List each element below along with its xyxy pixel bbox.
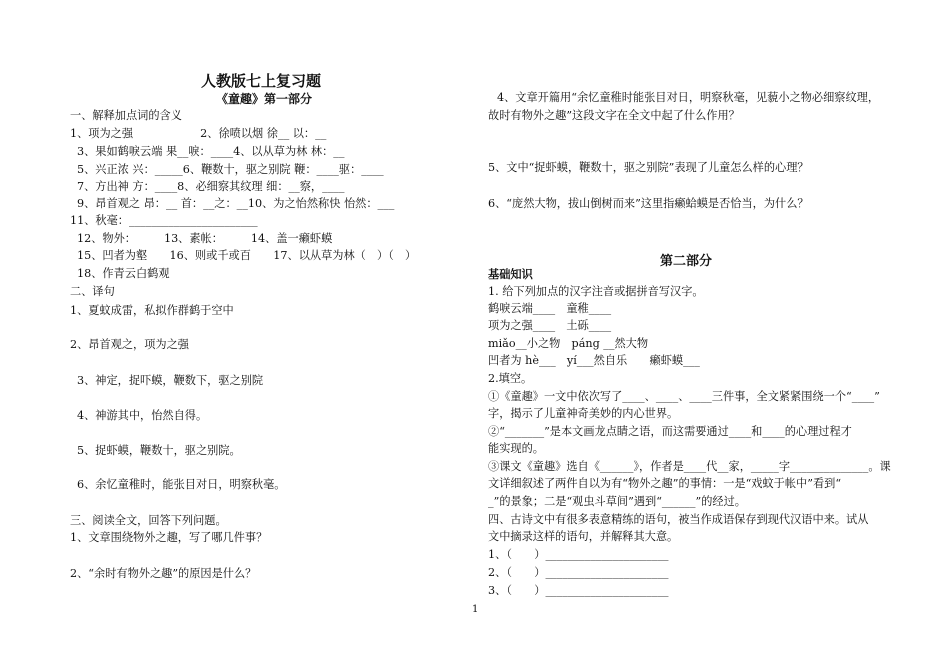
question-line: 故时有物外之趣”这段文字在全文中起了什么作用？ (488, 109, 740, 122)
answer-line: 2、（ ）______________________ (488, 566, 669, 579)
part-two-title: 第二部分 (660, 254, 713, 269)
question-line: 6、“庞然大物，拔山倒树而来”这里指癞蛤蟆是否恰当，为什么？ (488, 197, 809, 210)
page-title: 人教版七上复习题 (201, 72, 322, 90)
question-line: 3、果如鹤唳云端 果__唳：____4、以从草为林 林：__ (77, 145, 345, 158)
question-line: 15、凹者为壑 16、则或千或百 17、以从草为林（ ）（ ） (77, 249, 417, 262)
basics-title: 基础知识 (488, 267, 533, 281)
question-line: 项为之强____ 土砾____ (488, 319, 612, 332)
answer-line: 3、（ ）______________________ (488, 584, 669, 597)
section-subtitle: 《童趣》第一部分 (216, 92, 313, 106)
question-line: 四、古诗文中有很多表意精练的语句，被当作成语保存到现代汉语中来。试从 (488, 513, 869, 526)
question-line: 4、神游其中，怡然自得。 (77, 409, 208, 422)
question-line: 9、昂首观之 昂：__ 首：__之：__10、为之怡然称快 怡然：___ (77, 197, 395, 210)
question-line: 2.填空。 (488, 372, 533, 385)
question-line: 凹者为 hè___ yí___然自乐 癞虾蟆___ (488, 354, 700, 367)
question-line: ③课文《童趣》选自《______》，作者是____代__家，_____字______________。课 (488, 460, 891, 473)
question-line: 7、方出神 方：____8、必细察其纹理 细：__察，____ (77, 180, 345, 193)
question-line: 5、兴正浓 兴：_____6、鞭数十，驱之别院 鞭：____驱：____ (77, 163, 384, 176)
question-line: 18、作青云白鹤观 (77, 267, 170, 280)
question-line: 1. 给下列加点的汉字注音或据拼音写汉字。 (488, 285, 704, 298)
question-line: 12、物外： 13、素帐： 14、盖一癞虾蟆 (77, 232, 333, 245)
question-line: 11、秋毫：_______________________ (70, 214, 258, 227)
question-line: 字，揭示了儿童神奇美妙的内心世界。 (488, 407, 679, 420)
question-line: 文中摘录这样的语句，并解释其大意。 (488, 530, 679, 543)
question-line: 5、文中“捉虾蟆，鞭数十，驱之别院”表现了儿童怎么样的心理？ (488, 161, 809, 174)
question-line: ①《童趣》一文中依次写了____、____、____三件事，全文紧紧围绕一个“____” (488, 390, 880, 403)
question-line: 2、“余时有物外之趣”的原因是什么？ (70, 567, 257, 580)
question-line: 鹤唳云端____ 童稚____ (488, 302, 612, 315)
question-line: ②“_______”是本文画龙点睛之语，而这需要通过____和____的心理过程才 (488, 425, 852, 438)
heading-translate: 二、译句 (70, 285, 115, 298)
question-line: 5、捉虾蟆，鞭数十，驱之别院。 (77, 444, 241, 457)
question-line: 1、文章围绕物外之趣，写了哪几件事？ (70, 531, 268, 544)
heading-reading: 三、阅读全文，回答下列问题。 (70, 514, 227, 527)
question-line: miǎo__小之物 páng __然大物 (488, 337, 649, 350)
heading-explain: 一、解释加点词的含义 (70, 109, 182, 122)
question-line: 3、神定，捉吓蟆，鞭数下，驱之别院 (77, 374, 264, 387)
question-line: 6、余忆童稚时，能张目对日，明察秋毫。 (77, 478, 286, 491)
answer-line: 1、（ ）______________________ (488, 548, 669, 561)
question-line: 1、项为之强 2、徐喷以烟 徐__ 以：__ (70, 127, 327, 140)
question-line: 2、昂首观之，项为之强 (70, 338, 189, 351)
question-line: 1、夏蚊成雷，私拟作群鹤于空中 (70, 304, 234, 317)
question-line: 文详细叙述了两件自以为有“物外之趣”的事情：一是“戏蚊于帐中”看到“ (488, 477, 842, 490)
question-line: _”的景象；二是“观虫斗草间”遇到“______”的经过。 (488, 495, 746, 508)
page-number: 1 (472, 604, 479, 615)
question-line: 能实现的。 (488, 442, 544, 455)
question-line: 4、文章开篇用“余忆童稚时能张目对日，明察秋毫，见藐小之物必细察纹理， (497, 91, 880, 104)
